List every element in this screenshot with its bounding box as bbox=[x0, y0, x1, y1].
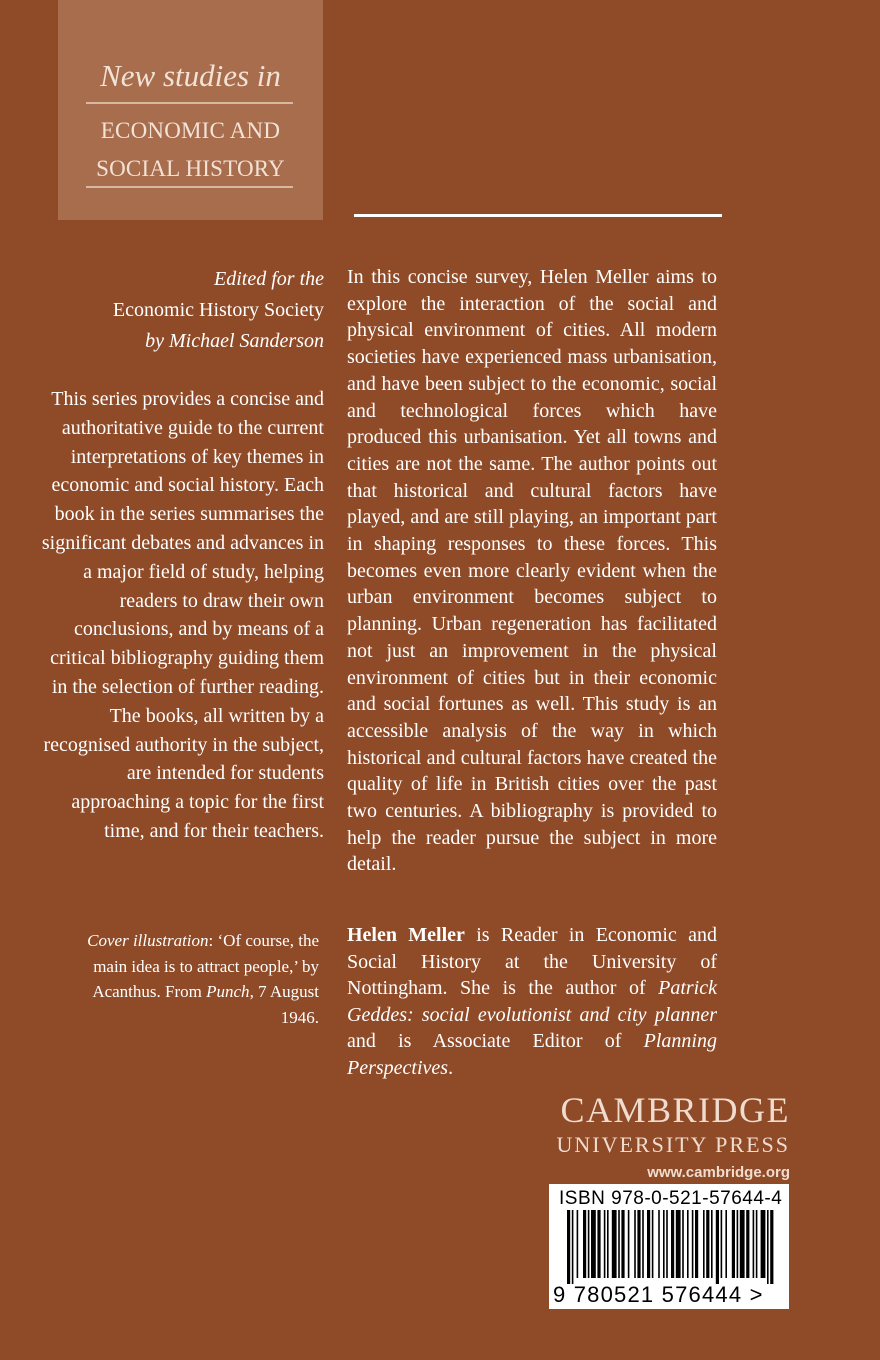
cover-illustration-credit bbox=[60, 928, 319, 1030]
barcode-bar bbox=[711, 1210, 713, 1278]
barcode-bar bbox=[767, 1210, 769, 1284]
ean-digits: 9 780521 576444 > bbox=[553, 1282, 764, 1307]
barcode-bar bbox=[572, 1210, 574, 1284]
barcode-bar bbox=[583, 1210, 586, 1278]
series-title-line1: ECONOMIC AND bbox=[100, 118, 281, 143]
barcode-bar bbox=[567, 1210, 570, 1284]
publisher-website: www.cambridge.org bbox=[647, 1164, 790, 1181]
barcode-bar bbox=[721, 1210, 723, 1278]
cover-credit-label: Cover illustration bbox=[87, 931, 209, 950]
barcode-bar bbox=[671, 1210, 674, 1278]
divider-rule bbox=[354, 214, 722, 217]
cover-credit-date: , 7 August 1946. bbox=[249, 982, 319, 1027]
cover-credit-source: Punch bbox=[206, 982, 250, 1001]
barcode-bar bbox=[663, 1210, 665, 1278]
barcode-bar bbox=[687, 1210, 689, 1278]
barcode-bar bbox=[612, 1210, 617, 1278]
barcode-bar bbox=[761, 1210, 766, 1278]
barcode-bar bbox=[666, 1210, 668, 1278]
barcode-bar bbox=[725, 1210, 727, 1278]
barcode-bar bbox=[577, 1210, 579, 1278]
barcode-bar bbox=[628, 1210, 630, 1278]
cover-credit-text: : ‘Of course, the main idea is to attract people,’ by Acanthus. bbox=[92, 931, 319, 1001]
barcode-bar bbox=[740, 1210, 745, 1278]
barcode-bar bbox=[676, 1210, 681, 1278]
barcode-bar bbox=[634, 1210, 636, 1278]
author-book-title: Patrick Geddes: social evolutionist and city planner bbox=[347, 977, 717, 1026]
barcode-bar bbox=[618, 1210, 620, 1278]
series-rule-top bbox=[86, 102, 293, 104]
barcode-bar bbox=[703, 1210, 705, 1278]
barcode-bar bbox=[642, 1210, 644, 1278]
barcode-bar bbox=[732, 1210, 735, 1278]
barcode-bar bbox=[647, 1210, 650, 1278]
barcode-bar bbox=[753, 1210, 755, 1278]
barcode bbox=[549, 1184, 789, 1309]
barcode-bar bbox=[621, 1210, 624, 1278]
barcode-bars bbox=[549, 1210, 789, 1286]
editor-line1: Edited for the bbox=[214, 268, 324, 290]
publisher-subname: UNIVERSITY PRESS bbox=[556, 1132, 790, 1157]
barcode-bar bbox=[746, 1210, 749, 1278]
editor-society: Economic History Society bbox=[112, 299, 324, 321]
author-bio-text1: is Reader in Economic and Social History at the University of Nottingham. She is the author of bbox=[347, 924, 717, 999]
barcode-bar bbox=[658, 1210, 660, 1278]
series-title-line2: SOCIAL HISTORY bbox=[96, 156, 285, 181]
isbn-label: ISBN 978-0-521-57644-4 bbox=[559, 1188, 783, 1209]
editor-name: by Michael Sanderson bbox=[145, 330, 324, 352]
barcode-bar bbox=[607, 1210, 609, 1278]
publisher-name: CAMBRIDGE bbox=[560, 1090, 790, 1130]
barcode-bar bbox=[682, 1210, 684, 1278]
barcode-bar bbox=[706, 1210, 709, 1278]
cover-credit-from: From bbox=[165, 982, 202, 1001]
series-panel bbox=[58, 0, 323, 220]
series-heading: New studies in bbox=[100, 58, 281, 93]
barcode-bar bbox=[737, 1210, 739, 1278]
barcode-bar bbox=[637, 1210, 640, 1278]
barcode-bar bbox=[591, 1210, 596, 1278]
author-bio bbox=[347, 922, 717, 1081]
editor-credit bbox=[20, 264, 324, 357]
barcode-bar bbox=[692, 1210, 694, 1278]
publisher-logo bbox=[540, 1088, 790, 1186]
barcode-bar bbox=[756, 1210, 758, 1278]
book-blurb: In this concise survey, Helen Meller aims to explore the interaction of the social and physical environment of cities. All modern societies have experienced mass urbanisation, and have been subject to the economic, social and technological forces which have produced this urbanisation. Yet all towns and cities are not the same. The author points out that historical and cultural factors have played, and are still playing, an important part in shaping responses to these forces. This becomes even more clearly evident when the urban environment becomes subject to planning. Urban regeneration has facilitated not just an improvement in the physical environment of cities but in their economic and social fortunes as well. This study is an accessible analysis of the way in which historical and cultural factors have created the quality of life in British cities over the past two centuries. A bibliography is provided to help the reader pursue the subject in more detail. bbox=[347, 266, 717, 876]
barcode-bar bbox=[770, 1210, 773, 1284]
author-bio-text2: and is Associate Editor of bbox=[347, 1030, 644, 1052]
author-bio-text3: . bbox=[448, 1056, 454, 1079]
barcode-bar bbox=[695, 1210, 698, 1278]
barcode-bar bbox=[652, 1210, 654, 1278]
author-journal: Planning Perspectives bbox=[347, 1030, 717, 1079]
barcode-bar bbox=[588, 1210, 590, 1278]
series-title bbox=[58, 112, 323, 188]
series-description: This series provides a concise and authoritative guide to the current interpretations of key themes in economic and social history. Each book in the series summarises the significant debates and advances in a major field of study, helping readers to draw their own conclusions, and by means of a critical bibliography guiding them in the selection of further reading. The books, all written by a recognised authority in the subject, are intended for students approaching a topic for the first time, and for their teachers. bbox=[41, 388, 324, 842]
author-name: Helen Meller bbox=[347, 924, 465, 946]
barcode-bar bbox=[716, 1210, 719, 1284]
barcode-bar bbox=[604, 1210, 606, 1278]
series-rule-bottom bbox=[86, 186, 293, 188]
barcode-bar bbox=[597, 1210, 600, 1278]
